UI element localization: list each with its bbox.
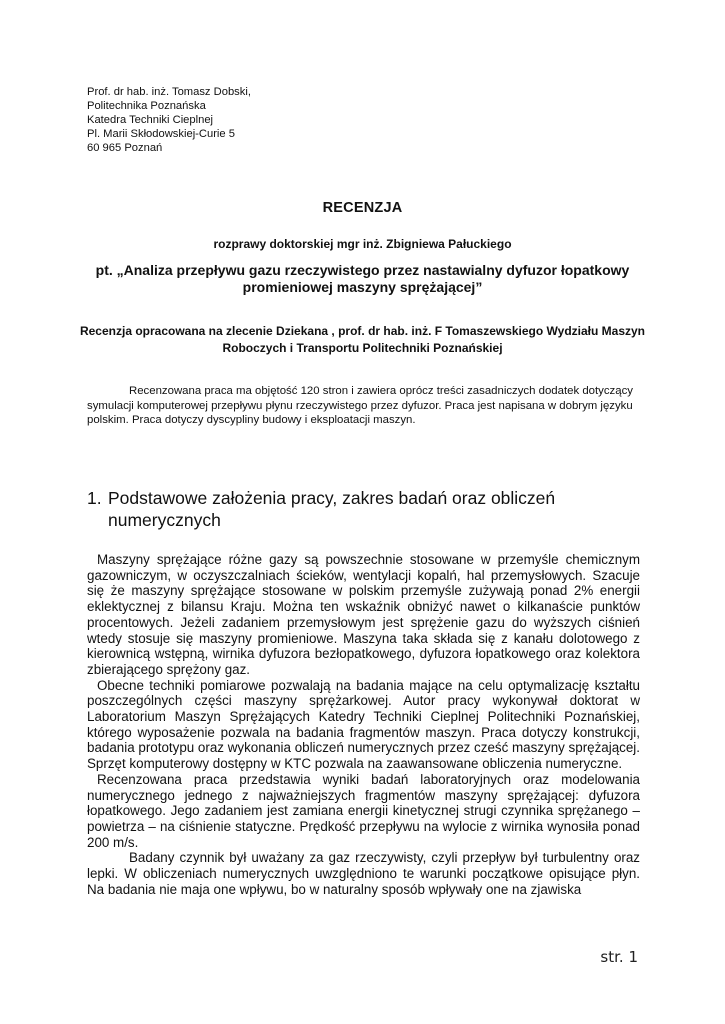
section-number: 1. (87, 488, 102, 508)
body-paragraph: Badany czynnik był uważany za gaz rzeczywisty, czyli przepływ był turbulentny oraz lepki. W obliczeniach numerycznych uwzględniono te warunki początkowe opisujące płyn. Na badania nie maja one wpływu, bo w naturalny sposób wpływały one na zjawiska (87, 850, 640, 897)
document-title: RECENZJA (322, 200, 403, 216)
commission-note: Recenzja opracowana na zlecenie Dziekana , prof. dr hab. inż. F Tomaszewskiego Wydziału Maszyn Roboczych i Transportu Politechniki Poznańskiej (79, 324, 646, 355)
body-paragraph: Maszyny sprężające różne gazy są powszechnie stosowane w przemyśle chemicznym gazowniczym, w oczyszczalniach ścieków, wentylacji kopalń, hal przemysłowych. Szacuje się że maszyny sprężające stosowane w polskim przemyśle zużywają ponad 2% energii eklektycznej z bilansu Kraju. Można ten wskaźnik obniżyć nawet o kilkanaście punktów procentowych. Jeżeli zadaniem przemysłowym jest sprężenie gazu do wyższych ciśnień wtedy stosuje się maszyny promieniowe. Maszyna taka składa się z kanału dolotowego z kierownicą wstępną, wirnika dyfuzora bezłopatkowego, dyfuzora łopatkowego oraz kolektora zbierającego sprężony gaz. (87, 552, 640, 677)
author-street: Pl. Marii Skłodowskiej-Curie 5 (87, 128, 235, 140)
section-title: Podstawowe założenia pracy, zakres badań oraz obliczeń numerycznych (108, 488, 556, 530)
author-name: Prof. dr hab. inż. Tomasz Dobski, (87, 86, 251, 98)
body-paragraph: Obecne techniki pomiarowe pozwalają na badania mające na celu optymalizację kształtu poszczególnych części maszyny sprężarkowej. Autor pracy wykonywał doktorat w Laboratorium Maszyn Sprężających Katedry Techniki Cieplnej Politechniki Poznańskiej, którego wyposażenie pozwala na badania fragmentów maszyn. Praca dotyczy konstrukcji, badania prototypu oraz wykonania obliczeń numerycznych przez cześć maszyny sprężającej. Sprzęt komputerowy dostępny w KTC pozwala na zaawansowane obliczenia numeryczne. (87, 677, 641, 772)
intro-paragraph: Recenzowana praca ma objętość 120 stron i zawiera oprócz treści zasadniczych dodatek dotyczący symulacji komputerowej przepływu płynu rzeczywistego przez dyfuzor. Praca jest napisana w dobrym języku polskim. Praca dotyczy dyscypliny budowy i eksploatacji maszyn. (87, 385, 633, 426)
section-heading (87, 487, 647, 531)
thesis-title: pt. „Analiza przepływu gazu rzeczywistego przez nastawialny dyfuzor łopatkowy promieniowej maszyny sprężającej” (95, 262, 630, 295)
author-university: Politechnika Poznańska (87, 100, 206, 112)
author-department: Katedra Techniki Cieplnej (87, 114, 214, 126)
author-address-block (87, 85, 251, 155)
author-city: 60 965 Poznań (87, 142, 163, 154)
page-number: str. 1 (600, 948, 638, 966)
section-body (87, 552, 640, 897)
body-paragraph: Recenzowana praca przedstawia wyniki badań laboratoryjnych oraz modelowania numerycznego jednego z najważniejszych fragmentów maszyny sprężającej: dyfuzora łopatkowego. Jego zadaniem jest zamiana energii kinetycznej strugi czynnika sprężanego – powietrza – na ciśnienie statyczne. Prędkość przepływu na wylocie z wirnika wynosiła ponad 200 m/s. (87, 771, 640, 850)
document-subtitle: rozprawy doktorskiej mgr inż. Zbigniewa Pałuckiego (213, 237, 512, 251)
